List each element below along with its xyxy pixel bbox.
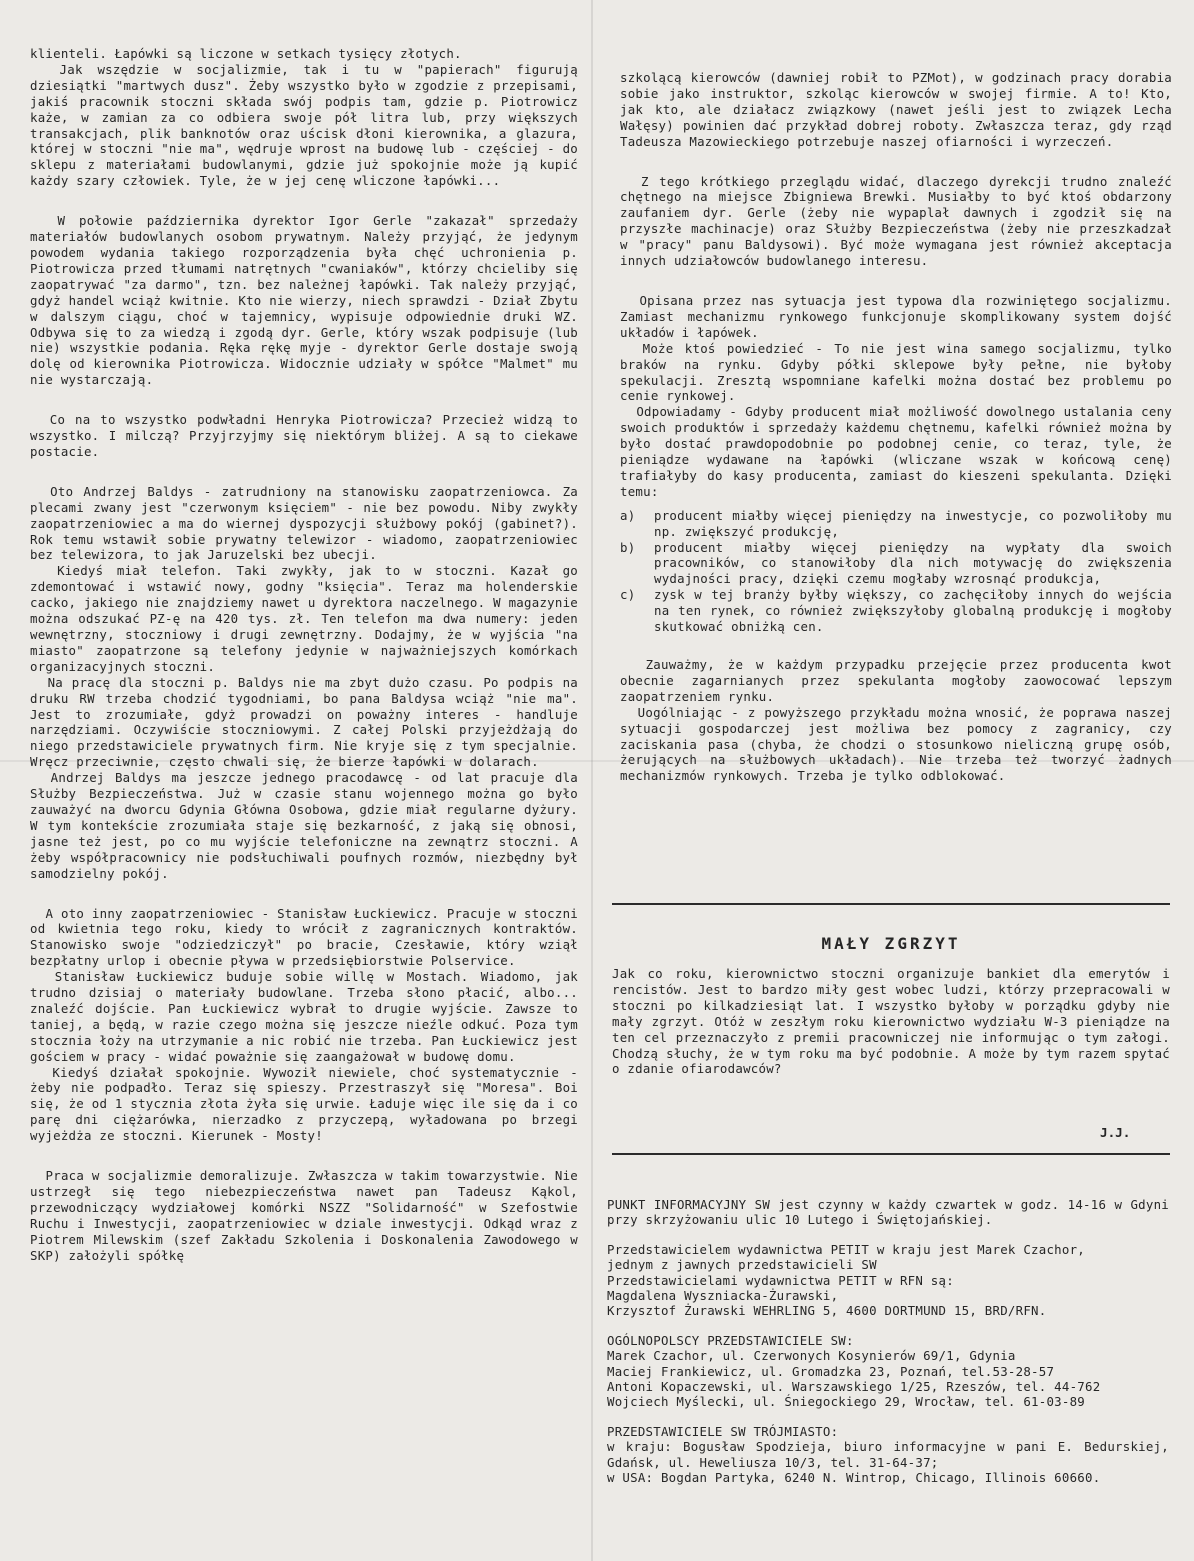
info-line: jednym z jawnych przedstawicieli SW	[607, 1257, 877, 1273]
author-signature: J.J.	[1100, 1125, 1131, 1140]
info-line: OGÓLNOPOLSCY PRZEDSTAWICIELE SW:	[607, 1332, 854, 1348]
info-line: Magdalena Wyszniacka-Żurawski,	[607, 1288, 839, 1304]
info-line: Maciej Frankiewicz, ul. Gromadzka 23, Poznań, tel.53-28-57	[607, 1363, 1055, 1379]
article-paragraph: Zauważmy, że w każdym przypadku przejęcie przez producenta kwot obecnie zagarnianych przez spekulanta mogłoby zaowocować lepszym zaopatrzeniem rynku. Uogólniając - z powyższego przykładu można wnosić, że poprawa naszej sytuacji gospodarczej jest możliwa bez pomocy z zagranicy, czy zaciskania pasa (chyba, że chodzi o stosunkowo nieliczną grupę osób, żerujących na służbowych układach). Nie trzeba też tworzyć żadnych mechanizmów rynkowych. Trzeba je tylko odblokować.	[620, 657, 1172, 784]
list-item-text: zysk w tej branży byłby większy, co zachęciłoby innych do wejścia na ten rynek, co również zwiększyłoby globalną produkcję i mogłoby skutkować obniżką cen.	[654, 587, 1172, 635]
article-paragraph: A oto inny zaopatrzeniowiec - Stanisław Łuckiewicz. Pracuje w stoczni od kwietnia tego roku, kiedy to wrócił z zagranicznych kontraktów. Stanowisko swoje "odziedziczył" po bracie, Czesławie, który wziął bezpłatny urlop i obecnie pływa w przedsiębiorstwie Polservice. Stanisław Łuckiewicz buduje sobie willę w Mostach. Wiadomo, jak trudno dzisiaj o materiały budowlane. Trzeba słono płacić, albo... znaleźć dojście. Pan Łuckiewicz wybrał to drugie wyjście. Zawsze to taniej, a będą, w razie czego można się jeszcze nieźle odkuć. Poza tym stocznia łoży na utrzymanie a nic robić nie trzeba. Pan Łuckiewicz jest gościem w pracy - widać poważnie się zaangażował w budowę domu. Kiedyś działał spokojnie. Wywoził niewiele, choć systematycznie - żeby nie podpadło. Teraz się spieszy. Przestraszył się "Moresa". Boi się, że od 1 stycznia złota żyła się urwie. Ładuje więc ile się da i co parę dni ciężarówka, nierzadko z przyczepą, wyładowana po brzegi wyjeżdża ze stoczni. Kierunek - Mosty!	[30, 905, 579, 1144]
paper-fold-vertical	[591, 0, 593, 1561]
list-item	[620, 508, 1172, 540]
article-paragraph: szkolącą kierowców (dawniej robił to PZMot), w godzinach pracy dorabia sobie jako instruktor, szkoląc kierowców w swojej firmie. A to! Kto, jak kto, ale działacz związkowy (nawet jeśli jest to związek Lecha Wałęsy) powinien dać przykład dobrej roboty. Zwłaszcza teraz, gdy rząd Tadeusza Mazowieckiego potrzebuje naszej ofiarności i wyrzeczeń.	[620, 70, 1180, 149]
list-item-text: producent miałby więcej pieniędzy na inwestycje, co pozwoliłoby mu np. zwiększyć produkcję,	[654, 507, 1172, 539]
info-tricity	[607, 1424, 1169, 1486]
box-title: MAŁY ZGRZYT	[821, 934, 961, 953]
info-line: PRZEDSTAWICIELE SW TRÓJMIASTO:	[607, 1423, 839, 1439]
info-line: Antoni Kopaczewski, ul. Warszawskiego 1/25, Rzeszów, tel. 44-762	[607, 1379, 1101, 1395]
list-marker: c)	[620, 587, 636, 603]
right-column	[620, 70, 1180, 808]
article-paragraph: Z tego krótkiego przeglądu widać, dlaczego dyrekcji trudno znaleźć chętnego na miejsce Zbigniewa Brewki. Musiałby to być ktoś obdarzony zaufaniem dyr. Gerle (żeby nie wypaplał dawnych i zgodził się na przyszłe machinacje) oraz Służby Bezpieczeństwa (żeby nie przeszkadzał w "pracy" panu Baldysowi). Być może wymagana jest również akceptacja innych udziałowców budowlanego interesu.	[620, 173, 1180, 269]
benefits-list	[620, 508, 1172, 635]
article-paragraph: Oto Andrzej Baldys - zatrudniony na stanowisku zaopatrzeniowca. Za plecami zwany jest "czerwonym księciem" - nie bez powodu. Niby zwykły zaopatrzeniowiec a ma do wiernej dyspozycji służbowy pokój (gabinet?). Rok temu wstawił sobie prywatny telewizor - wiadomo, zaopatrzeniowiec bez telewizora, to jak Jaruzelski bez ubecji. Kiedyś miał telefon. Taki zwykły, jak to w stoczni. Kazał go zdemontować i wstawić nowy, godny "księcia". Teraz ma holenderskie cacko, jakiego nie znajdziemy nawet u dyrektora naczelnego. W magazynie można odszukać PZ-ę na 420 tys. zł. Ten telefon ma dwa numery: jeden wewnętrzny, stoczniowy i drugi zewnętrzny. Dodajmy, że w wyjścia "na miasto" zaopatrzone są telefony jedynie w najważniejszych komórkach organizacyjnych stoczni. Na pracę dla stoczni p. Baldys nie ma zbyt dużo czasu. Po podpis na druku RW trzeba chodzić tygodniami, bo pana Baldysa wciąż "nie ma". Jest to zrozumiałe, gdyż prowadzi on poważny interes - handluje narzędziami. Oczywiście stoczniowymi. Z całej Polski przyjeżdżają do niego przedstawiciele prywatnych firm. Nie kryje się z tym specjalnie. Wręcz przeciwnie, często chwali się, że bierze łapówki w dolarach. Andrzej Baldys ma jeszcze jednego pracodawcę - od lat pracuje dla Służby Bezpieczeństwa. Już w czasie stanu wojennego można go było zauważyć na dworcu Gdynia Główna Osobowa, gdzie miał regularne dyżury. W tym kontekście zrozumiała staje się bezkarność, z jaką się obnosi, jasne też jest, po co mu wyjście telefoniczne na zewnątrz stoczni. A żeby współpracownicy nie podsłuchiwali poufnych rozmów, niezbędny był samodzielny pokój.	[30, 483, 579, 881]
contact-info	[607, 1197, 1169, 1500]
box-text: Jak co roku, kierownictwo stoczni organizuje bankiet dla emerytów i rencistów. Jest to bardzo miły gest wobec ludzi, którzy przepracowali w stoczni po kilkadziesiąt lat. I wszystko byłoby w porządku gdyby nie mały zgrzyt. Otóż w zeszłym roku kierownictwo wydziału W-3 pieniądze na ten cel przeznaczyło z premii pracowniczej nie informując o tym załogi. Chodzą słuchy, że w tym roku ma być podobnie. A może by tym razem spytać o zdanie ofiarodawców?	[612, 966, 1170, 1077]
info-line: Krzysztof Żurawski WEHRLING 5, 4600 DORTMUND 15, BRD/RFN.	[607, 1303, 1047, 1319]
info-petit	[607, 1242, 1169, 1319]
list-item	[620, 587, 1172, 635]
article-paragraph: W połowie października dyrektor Igor Gerle "zakazał" sprzedaży materiałów budowlanych osobom prywatnym. Należy przyjąć, że jedynym powodem wydania takiego rozporządzenia była chęć uchronienia p. Piotrowicza przed tłumami natrętnych "cwaniaków", którzy chcieliby się zaopatrywać "za darmo", tzn. bez należnej łapówki. Tak należy przyjąć, gdyż handel wciąż kwitnie. Kto nie wierzy, niech sprawdzi - Dział Zbytu w dalszym ciągu, choć w tajemnicy, wypisuje odpowiednie druki WZ. Odbywa się to za wiedzą i zgodą dyr. Gerle, który wszak podpisuje (lub nie) wszystkie podania. Ręka rękę myje - dyrektor Gerle dostaje swoją dolę od kierownika Piotrowicza. Widocznie udziały w spółce "Malmet" mu nie wystarczają.	[30, 213, 586, 388]
divider-line	[612, 903, 1170, 905]
article-paragraph: Co na to wszystko podwładni Henryka Piotrowicza? Przecież widzą to wszystko. I milczą? Przyjrzyjmy się niektórym bliżej. A są to ciekawe postacie.	[30, 412, 586, 459]
list-marker: b)	[620, 539, 636, 555]
info-line: Przedstawicielami wydawnictwa PETIT w RFN są:	[607, 1272, 954, 1288]
info-punkt: PUNKT INFORMACYJNY SW jest czynny w każdy czwartek w godz. 14-16 w Gdyni przy skrzyżowaniu ulic 10 Lutego i Świętojańskiej.	[607, 1197, 1169, 1228]
info-line: w USA: Bogdan Partyka, 6240 N. Wintrop, Chicago, Illinois 60660.	[607, 1470, 1101, 1486]
info-line: Wojciech Myślecki, ul. Śniegockiego 29, Wrocław, tel. 61-03-89	[607, 1394, 1086, 1410]
list-item	[620, 540, 1172, 588]
article-paragraph: Praca w socjalizmie demoralizuje. Zwłaszcza w takim towarzystwie. Nie ustrzegł się tego niebezpieczeństwa nawet pan Tadeusz Kąkol, przewodniczący wydziałowej komórki NSZZ "Solidarność" w Szefostwie Ruchu i Inwestycji, zaopatrzeniowiec w dziale inwestycji. Odkąd wraz z Piotrem Milewskim (szef Zakładu Szkolenia i Doskonalenia Zawodowego w SKP) założyli spółkę	[30, 1168, 586, 1263]
info-line: Przedstawicielem wydawnictwa PETIT w kraju jest Marek Czachor,	[607, 1241, 1086, 1257]
list-item-text: producent miałby więcej pieniędzy na wypłaty dla swoich pracowników, co stanowiłoby dla nich motywację do zwiększenia wydajności pracy, dzięki czemu mogłaby wzrosnąć produkcja,	[654, 539, 1172, 587]
left-column	[30, 46, 586, 1288]
article-paragraph: Opisana przez nas sytuacja jest typowa dla rozwiniętego socjalizmu. Zamiast mechanizmu rynkowego funkcjonuje skomplikowany system dojść układów i łapówek. Może ktoś powiedzieć - To nie jest wina samego socjalizmu, tylko braków na rynku. Gdyby półki sklepowe były pełne, nie byłoby spekulacji. Zresztą wspomniane kafelki można dostać bez problemu po cenie rynkowej. Odpowiadamy - Gdyby producent miał możliwość dowolnego ustalania ceny swoich produktów i sprzedaży każdemu chętnemu, kafelki również można by było dostać prawdopodobnie po podobnej cenie, co teraz, tyle, że pieniądze wydawane na łapówki (wliczane wszak w końcową cenę) trafiałyby do kasy producenta, zamiast do kieszeni spekulanta. Dzięki temu:	[620, 292, 1173, 499]
info-national	[607, 1333, 1169, 1410]
list-marker: a)	[620, 507, 636, 523]
article-paragraph: klienteli. Łapówki są liczone w setkach tysięcy złotych. Jak wszędzie w socjalizmie, tak i tu w "papierach" figurują dziesiątki "martwych dusz". Żeby wszystko było w zgodzie z przepisami, jakiś pracownik stoczni składa swój podpis tam, gdzie p. Piotrowicz każe, w zamian za co odbiera swoje pół litra lub, przy większych transakcjach, plik banknotów oraz uścisk dłoni kierownika, a glazura, której w stoczni "nie ma", wędruje wprost na budowę lub - częściej - do sklepu z materiałami budowlanymi, gdzie już spokojnie może ją kupić każdy szary człowiek. Tyle, że w jej cenę wliczone łapówki...	[30, 46, 578, 189]
info-line: Marek Czachor, ul. Czerwonych Kosynierów 69/1, Gdynia	[607, 1348, 1016, 1364]
divider-line	[612, 1153, 1170, 1155]
info-line: w kraju: Bogusław Spodzieja, biuro informacyjne w pani E. Bedurskiej, Gdańsk, ul. Heweliusza 10/3, tel. 31-64-37;	[607, 1439, 1169, 1470]
